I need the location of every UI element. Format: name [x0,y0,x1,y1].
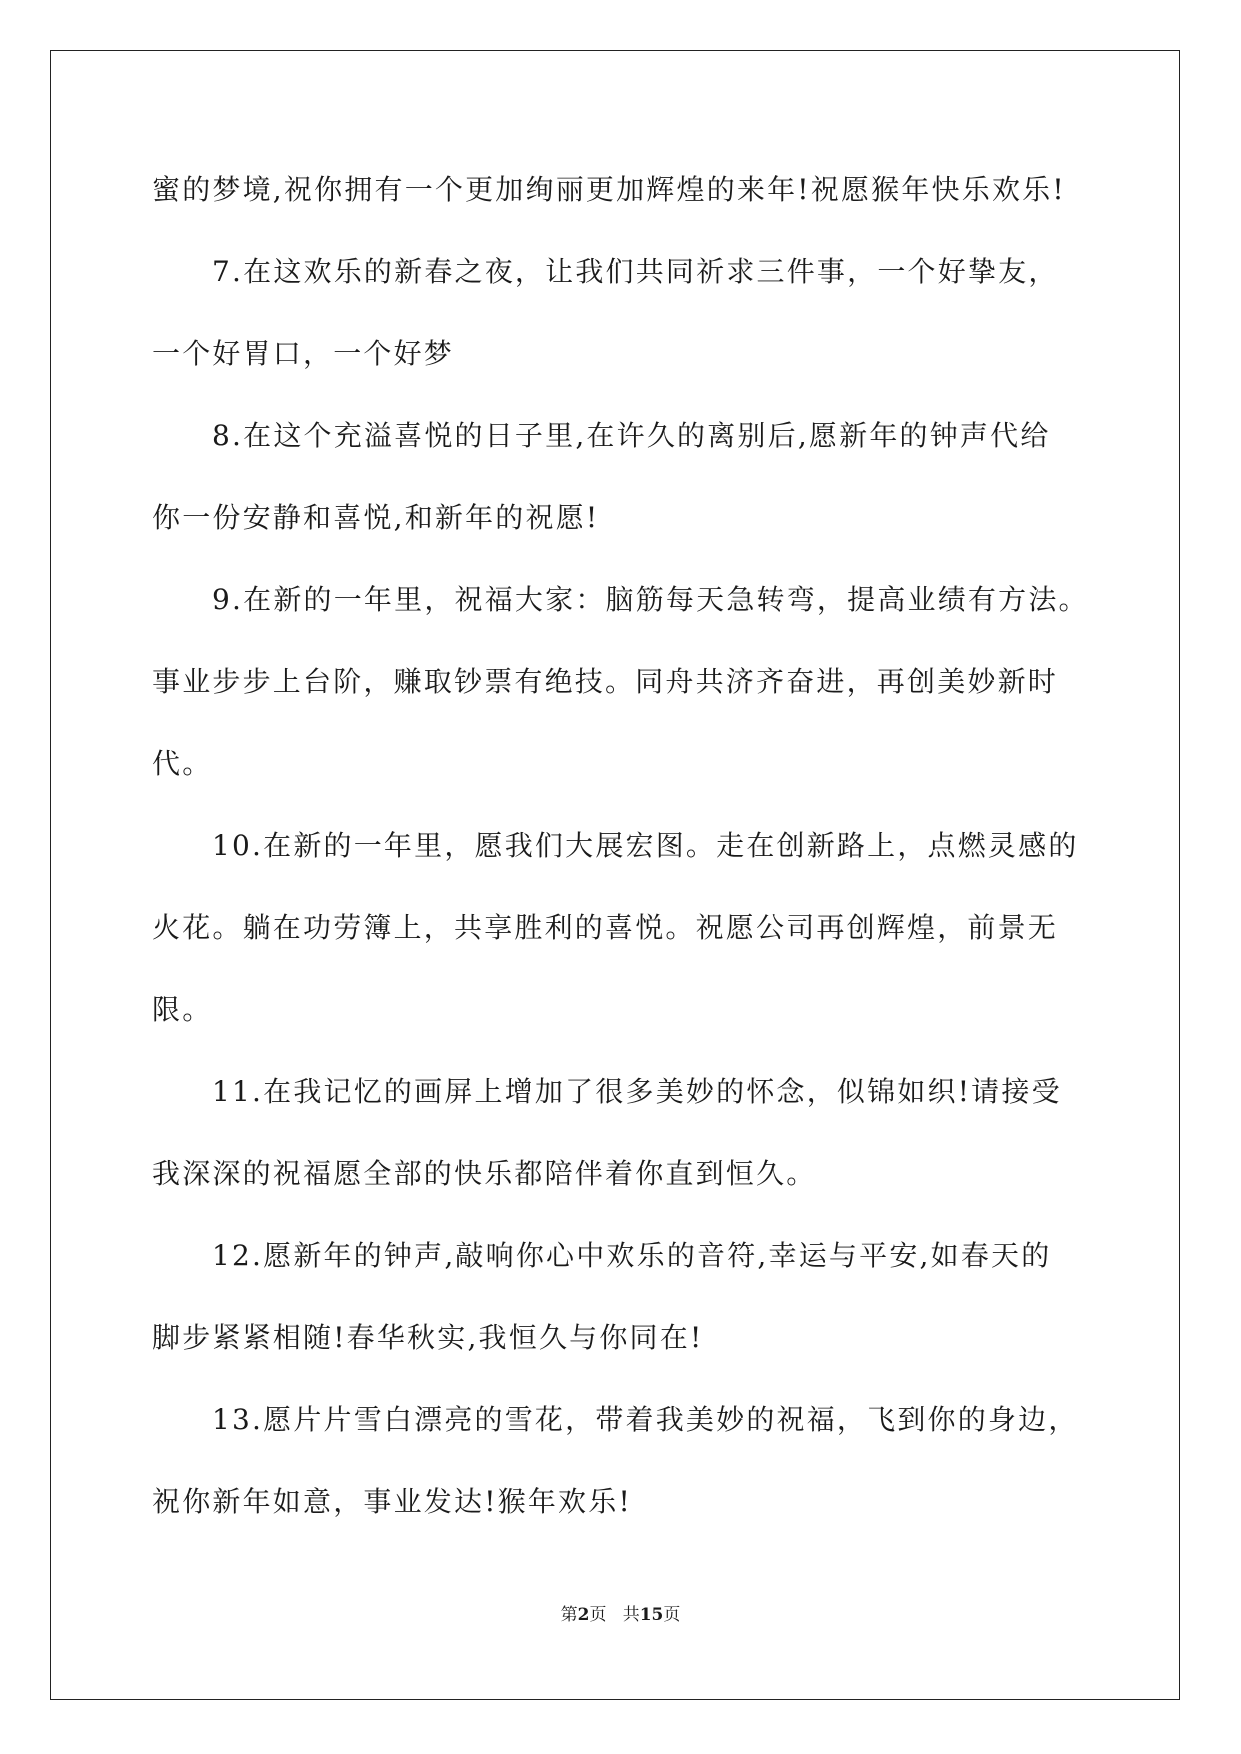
paragraph-line: 7.在这欢乐的新春之夜，让我们共同祈求三件事，一个好挚友， [212,255,1059,288]
page-footer [0,1603,1241,1627]
paragraph-line: 事业步步上台阶，赚取钞票有绝技。同舟共济齐奋进，再创美妙新时 [152,665,1059,698]
total-page-number: 15 [639,1605,664,1625]
paragraph-line: 12.愿新年的钟声,敲响你心中欢乐的音符,幸运与平安,如春天的 [212,1239,1052,1272]
paragraph-line: 蜜的梦境,祝你拥有一个更加绚丽更加辉煌的来年!祝愿猴年快乐欢乐! [152,173,1066,206]
paragraph-line: 8.在这个充溢喜悦的日子里,在许久的离别后,愿新年的钟声代给 [212,419,1051,452]
total-suffix: 页 [663,1605,681,1625]
paragraph-line: 13.愿片片雪白漂亮的雪花，带着我美妙的祝福，飞到你的身边， [212,1403,1079,1436]
current-page-number: 2 [577,1605,590,1625]
page-border [50,50,1180,1700]
paragraph-line: 11.在我记忆的画屏上增加了很多美妙的怀念，似锦如织!请接受 [212,1075,1062,1108]
paragraph-line: 脚步紧紧相随!春华秋实,我恒久与你同在! [152,1321,704,1354]
page-suffix: 页 [589,1605,607,1625]
paragraph-line: 我深深的祝福愿全部的快乐都陪伴着你直到恒久。 [152,1157,817,1190]
paragraph-line: 火花。躺在功劳簿上，共享胜利的喜悦。祝愿公司再创辉煌，前景无 [152,911,1059,944]
paragraph-line: 9.在新的一年里，祝福大家：脑筋每天急转弯，提高业绩有方法。 [212,583,1089,616]
paragraph-line: 一个好胃口，一个好梦 [152,337,455,370]
paragraph-line: 祝你新年如意，事业发达!猴年欢乐! [152,1485,632,1518]
paragraph-line: 10.在新的一年里，愿我们大展宏图。走在创新路上，点燃灵感的 [212,829,1079,862]
page-prefix: 第 [560,1605,578,1625]
paragraph-line: 你一份安静和喜悦,和新年的祝愿! [152,501,600,534]
paragraph-line: 代。 [152,747,213,780]
total-prefix: 共 [622,1605,640,1625]
paragraph-line: 限。 [152,993,213,1026]
